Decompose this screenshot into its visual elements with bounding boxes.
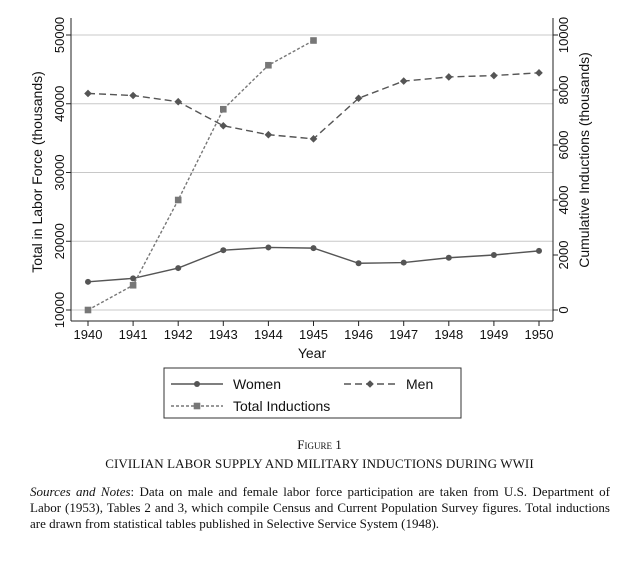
left-y-axis-ticks bbox=[52, 17, 71, 328]
figure-notes bbox=[30, 484, 610, 532]
x-tick-label: 1946 bbox=[344, 327, 374, 342]
data-point-women bbox=[175, 265, 181, 271]
x-tick-label: 1941 bbox=[118, 327, 148, 342]
series-line-men bbox=[88, 73, 539, 139]
right-y-tick-label: 2000 bbox=[556, 240, 571, 270]
right-y-tick-label: 6000 bbox=[556, 130, 571, 160]
x-tick-label: 1942 bbox=[163, 327, 193, 342]
data-point-men bbox=[129, 92, 137, 100]
data-point-total-inductions bbox=[220, 106, 227, 113]
legend-label-total-inductions: Total Inductions bbox=[233, 398, 331, 414]
figure-label bbox=[0, 437, 639, 453]
data-point-women bbox=[85, 279, 91, 285]
series-total-inductions bbox=[85, 37, 317, 313]
notes-text: : Data on male and female labor force participation are taken from U.S. Department of Labor (1953), Tables 2 and 3, which compile Census and Current Population Survey figures. Total inductions are drawn from statistical tables published in Selective Service System (1948). bbox=[30, 484, 610, 531]
right-y-tick-label: 0 bbox=[556, 306, 571, 314]
notes-heading: Sources and Notes bbox=[30, 484, 131, 499]
right-y-tick-label: 4000 bbox=[556, 185, 571, 215]
x-tick-label: 1943 bbox=[208, 327, 238, 342]
data-point-men bbox=[174, 98, 182, 106]
x-tick-label: 1947 bbox=[389, 327, 419, 342]
legend bbox=[164, 368, 461, 418]
data-point-men bbox=[400, 77, 408, 85]
data-point-women bbox=[265, 244, 271, 250]
x-tick-label: 1948 bbox=[434, 327, 464, 342]
series-women bbox=[85, 244, 542, 284]
data-point-women bbox=[401, 260, 407, 266]
left-y-tick-label: 50000 bbox=[52, 16, 67, 54]
series-line-women bbox=[88, 247, 539, 281]
x-tick-label: 1944 bbox=[253, 327, 283, 342]
left-y-tick-label: 30000 bbox=[52, 154, 67, 191]
data-point-men bbox=[445, 73, 453, 81]
data-point-women bbox=[311, 245, 317, 251]
data-point-men bbox=[535, 69, 543, 77]
right-y-tick-label: 10000 bbox=[556, 16, 571, 54]
data-point-women bbox=[446, 255, 452, 261]
data-point-men bbox=[265, 131, 273, 139]
legend-marker-total-inductions bbox=[194, 403, 201, 410]
x-tick-label: 1949 bbox=[479, 327, 509, 342]
series-layer bbox=[84, 37, 543, 313]
legend-label-men: Men bbox=[406, 376, 434, 392]
right-y-tick-label: 8000 bbox=[556, 75, 571, 105]
data-point-men bbox=[84, 90, 92, 98]
legend-label-women: Women bbox=[233, 376, 281, 392]
left-y-tick-label: 20000 bbox=[52, 223, 67, 260]
series-men bbox=[84, 69, 543, 143]
left-y-tick-label: 40000 bbox=[52, 85, 67, 122]
series-line-total-inductions bbox=[88, 41, 314, 311]
right-y-axis-label: Cumulative Inductions (thousands) bbox=[576, 52, 592, 268]
right-y-axis-ticks bbox=[553, 17, 571, 314]
data-point-women bbox=[536, 248, 542, 254]
data-point-total-inductions bbox=[265, 62, 272, 69]
data-point-total-inductions bbox=[175, 197, 182, 204]
data-point-total-inductions bbox=[85, 307, 92, 314]
data-point-total-inductions bbox=[130, 282, 137, 289]
left-y-axis-label: Total in Labor Force (thousands) bbox=[29, 71, 45, 273]
data-point-women bbox=[491, 252, 497, 258]
x-axis-label: Year bbox=[297, 345, 327, 361]
left-y-tick-label: 10000 bbox=[52, 291, 67, 329]
legend-marker-women bbox=[194, 381, 200, 387]
x-tick-label: 1945 bbox=[299, 327, 328, 342]
figure-title: CIVILIAN LABOR SUPPLY AND MILITARY INDUCTIONS DURING WWII bbox=[105, 456, 534, 471]
data-point-men bbox=[220, 122, 228, 130]
x-axis-ticks bbox=[74, 321, 554, 342]
x-tick-label: 1940 bbox=[73, 327, 103, 342]
data-point-total-inductions bbox=[310, 37, 317, 44]
data-point-women bbox=[356, 260, 362, 266]
figure-label-text: Figure 1 bbox=[297, 437, 342, 452]
x-tick-label: 1950 bbox=[524, 327, 554, 342]
data-point-men bbox=[490, 72, 498, 80]
data-point-women bbox=[220, 247, 226, 253]
